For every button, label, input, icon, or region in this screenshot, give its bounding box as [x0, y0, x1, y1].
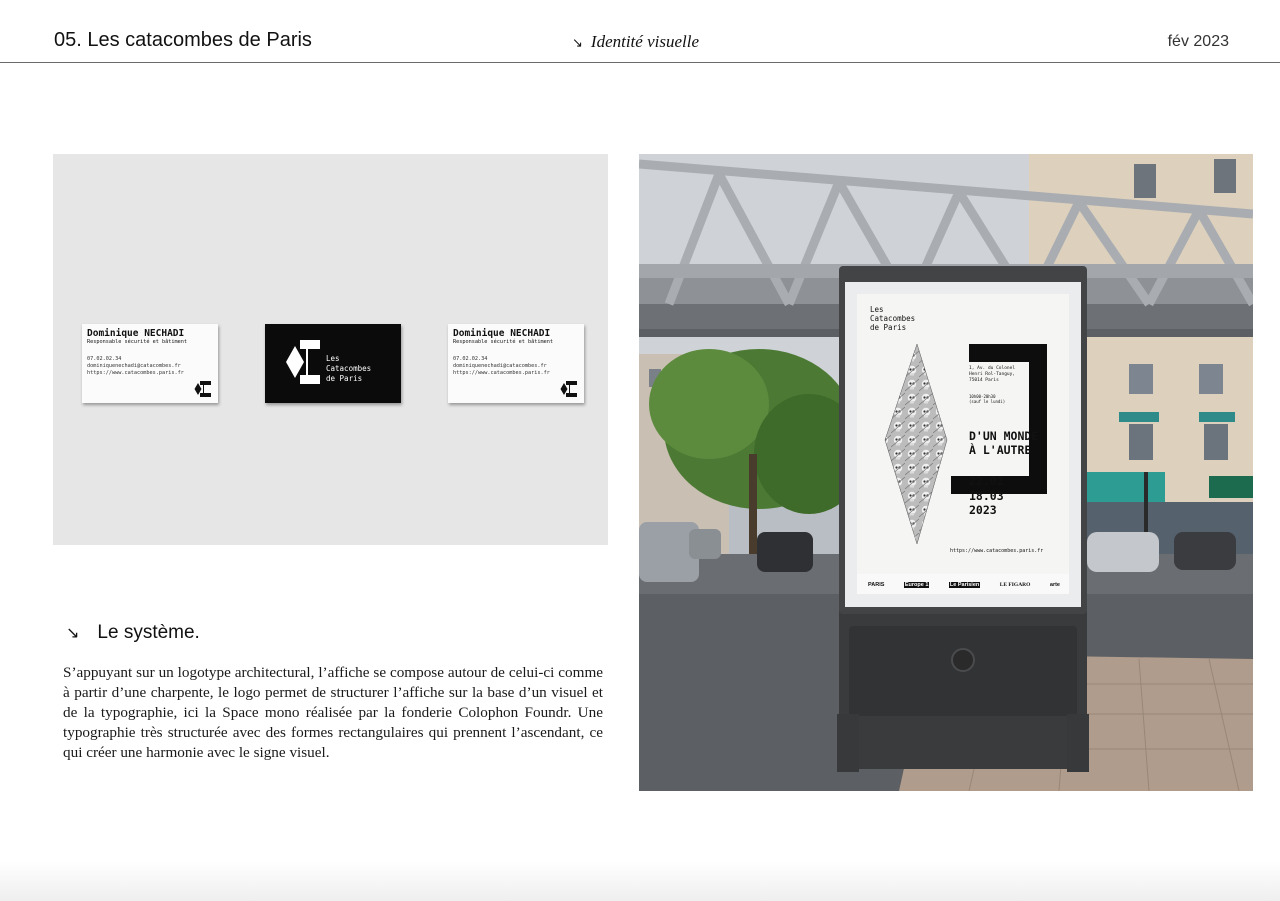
poster-url: https://www.catacombes.paris.fr	[950, 548, 1044, 554]
card-role: Responsable sécurité et bâtiment	[453, 339, 553, 345]
catacombes-logo-icon	[560, 379, 578, 399]
section-label	[572, 32, 699, 52]
catacombes-logo-icon	[194, 379, 212, 399]
poster-dates	[969, 474, 1004, 518]
sponsor-paris: PARIS	[868, 582, 885, 588]
business-card-back	[265, 324, 401, 403]
card-email: dominiquenechadi@catacombes.fr	[87, 363, 181, 369]
section-body: S’appuyant sur un logotype architectural, l’affiche se compose autour de celui-ci comme à partir d’une charpente, le logo permet de structurer l’affiche sur la base d’un visuel et de la typographie, ici la Space mono réalisée par la fonderie Colophon Foundr. Une typographie très structurée avec des formes rectangulaires qui prennent l’ascendant, ce qui créer une harmonie avec le signe visuel.	[63, 664, 603, 761]
poster-address-line: Henri Rol-Tanguy,	[969, 372, 1016, 377]
poster-sponsors	[868, 582, 1060, 588]
card-email: dominiquenechadi@catacombes.fr	[453, 363, 547, 369]
card-logo-line: Les	[326, 354, 340, 363]
poster-brand-line: Les	[870, 305, 884, 314]
section-heading-text: Le système.	[97, 622, 200, 643]
card-logo-text	[326, 354, 371, 384]
poster-hours-line: 10h00-20h30	[969, 394, 996, 399]
poster-brand-line: de Paris	[870, 323, 907, 332]
arrow-down-right-icon: ↘	[66, 623, 80, 642]
page-title: 05. Les catacombes de Paris	[54, 29, 312, 51]
sponsor-europe1: Europe 1	[904, 582, 929, 588]
poster-street-photo	[639, 154, 1253, 791]
poster-hours	[969, 394, 1005, 404]
poster-date: 22.02	[969, 474, 1004, 488]
card-phone: 07.02.02.34	[87, 356, 122, 362]
card-logo-line: Catacombes	[326, 364, 372, 373]
page-header	[0, 0, 1280, 63]
page-date: fév 2023	[1167, 33, 1229, 50]
poster-headline	[969, 429, 1038, 457]
card-name: Dominique NECHADI	[453, 328, 551, 339]
poster-year: 2023	[969, 503, 997, 517]
poster-brand	[870, 305, 915, 332]
poster-headline-line: D'UN MONDE	[969, 429, 1039, 443]
poster-headline-line: À L'AUTRE	[969, 443, 1032, 457]
card-role: Responsable sécurité et bâtiment	[87, 339, 187, 345]
card-phone: 07.02.02.34	[453, 356, 488, 362]
page-bottom-fade	[0, 861, 1280, 901]
business-card-front	[82, 324, 218, 403]
section-heading	[66, 622, 200, 644]
poster-hours-line: (sauf le lundi)	[969, 399, 1006, 404]
card-url: https://www.catacombes.paris.fr	[453, 370, 550, 376]
business-cards-mockup	[53, 154, 608, 545]
poster-address-line: 1, Av. du Colonel	[969, 366, 1016, 371]
sponsor-arte: arte	[1049, 582, 1060, 588]
card-name: Dominique NECHADI	[87, 328, 185, 339]
catacombes-logo-icon	[286, 338, 322, 386]
sponsor-le-parisien: Le Parisien	[949, 582, 980, 588]
business-card-front	[448, 324, 584, 403]
street-scene	[639, 154, 1253, 791]
poster-brand-line: Catacombes	[870, 314, 916, 323]
poster-date: 18.03	[969, 488, 1004, 503]
sponsor-le-figaro: LE FIGARO	[999, 582, 1031, 588]
arrow-down-right-icon: ↘	[572, 36, 583, 51]
poster-address-line: 75014 Paris	[969, 378, 999, 383]
card-url: https://www.catacombes.paris.fr	[87, 370, 184, 376]
section-label-text: Identité visuelle	[590, 32, 699, 51]
poster-address	[969, 366, 1015, 384]
card-logo-line: de Paris	[326, 374, 363, 383]
